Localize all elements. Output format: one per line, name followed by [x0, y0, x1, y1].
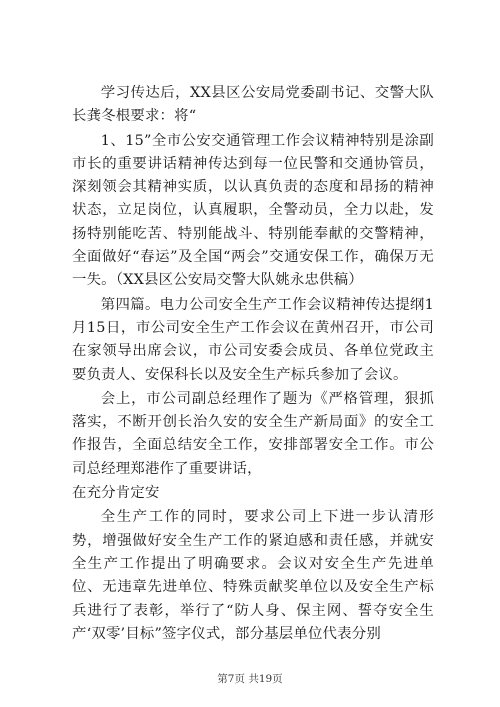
paragraph-4: 会上，市公司副总经理作了题为《严格管理，狠抓落实，不断开创长治久安的安全生产新局面》的安全工作报告，全面总结安全工作，安排部署安全工作。市公司总经理郑港作了重要讲话，	[72, 390, 434, 477]
paragraph-3: 第四篇。电力公司安全生产工作会议精神传达提纲1月15日，市公司安全生产工作会议在黄州召开，市公司在家领导出席会议，市公司安委会成员、各单位党政主要负责人、安保科长以及安全生产标兵参加了会议。	[72, 296, 434, 383]
paragraph-6: 全生产工作的同时，要求公司上下进一步认清形势，增强做好安全生产工作的紧迫感和责任感，并就安全生产工作提出了明确要求。会议对安全生产先进单位、无违章先进单位、特殊贡献奖单位以及安全生产标兵进行了表彰，举行了“防人身、保主网、誓夺安全生产‘双零’目标”签字仪式，部分基层单位代表分别	[72, 509, 434, 642]
document-body	[72, 82, 434, 647]
paragraph-2: 1、15”全市公安交通管理工作会议精神特别是涂副市长的重要讲话精神传达到每一位民警和交通协管员，深刻领会其精神实质，以认真负责的态度和昂扬的精神状态，立足岗位，认真履职，全警动员，全力以赴，发扬特别能吃苦、特别能战斗、特别能奉献的交警精神，全面做好“春运”及全国“两会”交通安保工作，确保万无一失。（XX县区公安局交警大队姚永忠供稿）	[72, 132, 434, 289]
paragraph-5: 在充分肯定安	[72, 485, 160, 502]
page-footer: 第7页 共19页	[217, 673, 283, 685]
paragraph-1: 学习传达后，XX县区公安局党委副书记、交警大队长龚冬根要求：将“	[72, 85, 434, 125]
